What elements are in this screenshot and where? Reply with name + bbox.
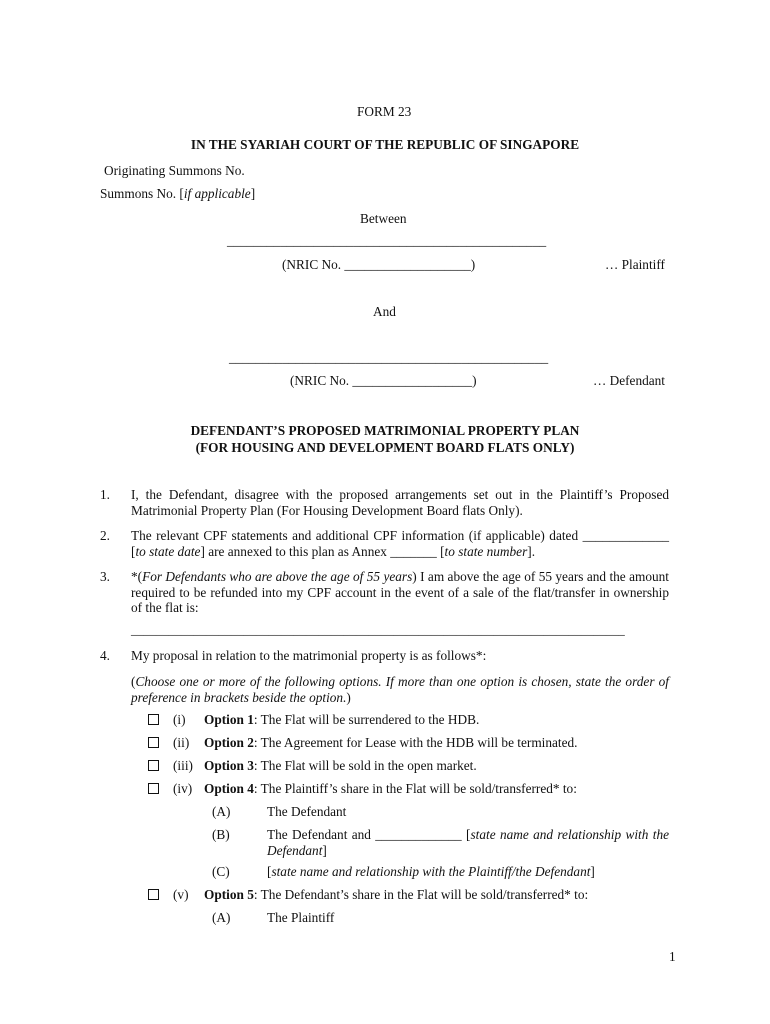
- item-number: 2.: [100, 528, 110, 543]
- document-title: DEFENDANT’S PROPOSED MATRIMONIAL PROPERTY PLAN: [190, 423, 580, 438]
- option-5-text: Option 5: The Defendant’s share in the Flat will be sold/transferred* to:: [204, 887, 589, 902]
- option-roman: (iii): [173, 758, 193, 773]
- option-2-text: Option 2: The Agreement for Lease with the HDB will be terminated.: [204, 735, 578, 750]
- option-roman: (ii): [173, 735, 190, 750]
- plaintiff-name-line: ________________________________________________: [227, 233, 547, 248]
- item-2-text: The relevant CPF statements and additional CPF information (if applicable) dated _____________ [to state date] are annexed to this plan as Annex _______ [to state number].: [131, 528, 669, 559]
- option-3-text: Option 3: The Flat will be sold in the open market.: [204, 758, 477, 773]
- sub-item-other-person: [state name and relationship with the Plaintiff/the Defendant]: [267, 864, 595, 879]
- between-label: Between: [360, 211, 407, 226]
- defendant-role: … Defendant: [593, 373, 665, 388]
- sub-item-defendant-and-other: The Defendant and _____________ [state name and relationship with the Defendant]: [267, 827, 669, 858]
- sub-item-defendant: The Defendant: [267, 804, 347, 819]
- plaintiff-role: … Plaintiff: [605, 257, 665, 272]
- option-roman: (i): [173, 712, 186, 727]
- option-4-checkbox[interactable]: [148, 783, 159, 794]
- and-label: And: [373, 304, 396, 319]
- plaintiff-nric: (NRIC No. ___________________): [282, 257, 476, 272]
- document-subtitle: (FOR HOUSING AND DEVELOPMENT BOARD FLATS ONLY): [195, 440, 575, 455]
- item-4-text: My proposal in relation to the matrimonial property is as follows*:: [131, 648, 487, 663]
- option-roman: (iv): [173, 781, 193, 796]
- item-number: 1.: [100, 487, 110, 502]
- page-number: 1: [669, 949, 676, 964]
- defendant-name-line: ________________________________________________: [229, 350, 549, 365]
- option-4-text: Option 4: The Plaintiff’s share in the Flat will be sold/transferred* to:: [204, 781, 577, 796]
- defendant-nric: (NRIC No. __________________): [290, 373, 477, 388]
- option-3-checkbox[interactable]: [148, 760, 159, 771]
- sub-letter: (A): [212, 804, 231, 819]
- option-roman: (v): [173, 887, 189, 902]
- court-heading: IN THE SYARIAH COURT OF THE REPUBLIC OF SINGAPORE: [190, 137, 580, 152]
- originating-summons: Originating Summons No.: [104, 163, 245, 178]
- option-1-text: Option 1: The Flat will be surrendered to the HDB.: [204, 712, 480, 727]
- form-label: FORM 23: [357, 104, 412, 119]
- sub-letter: (A): [212, 910, 231, 925]
- option-2-checkbox[interactable]: [148, 737, 159, 748]
- sub-item-plaintiff: The Plaintiff: [267, 910, 335, 925]
- item-1-text: I, the Defendant, disagree with the proposed arrangements set out in the Plaintiff’s Proposed Matrimonial Property Plan (For Housing Development Board flats Only).: [131, 487, 669, 518]
- item-number: 3.: [100, 569, 110, 584]
- item-3-text: *(For Defendants who are above the age of 55 years) I am above the age of 55 years and the amount required to be refunded into my CPF account in the event of a sale of the flat/transfer in ownership of the flat is:: [131, 569, 669, 616]
- option-1-checkbox[interactable]: [148, 714, 159, 725]
- sub-letter: (B): [212, 827, 230, 842]
- cpf-amount-line: _______________________________________________________________________________: [131, 623, 625, 637]
- summons-number: Summons No. [if applicable]: [100, 186, 256, 201]
- item-number: 4.: [100, 648, 110, 663]
- option-5-checkbox[interactable]: [148, 889, 159, 900]
- sub-letter: (C): [212, 864, 230, 879]
- item-4-instructions: (Choose one or more of the following options. If more than one option is chosen, state the order of preference in brackets beside the option.): [131, 674, 669, 705]
